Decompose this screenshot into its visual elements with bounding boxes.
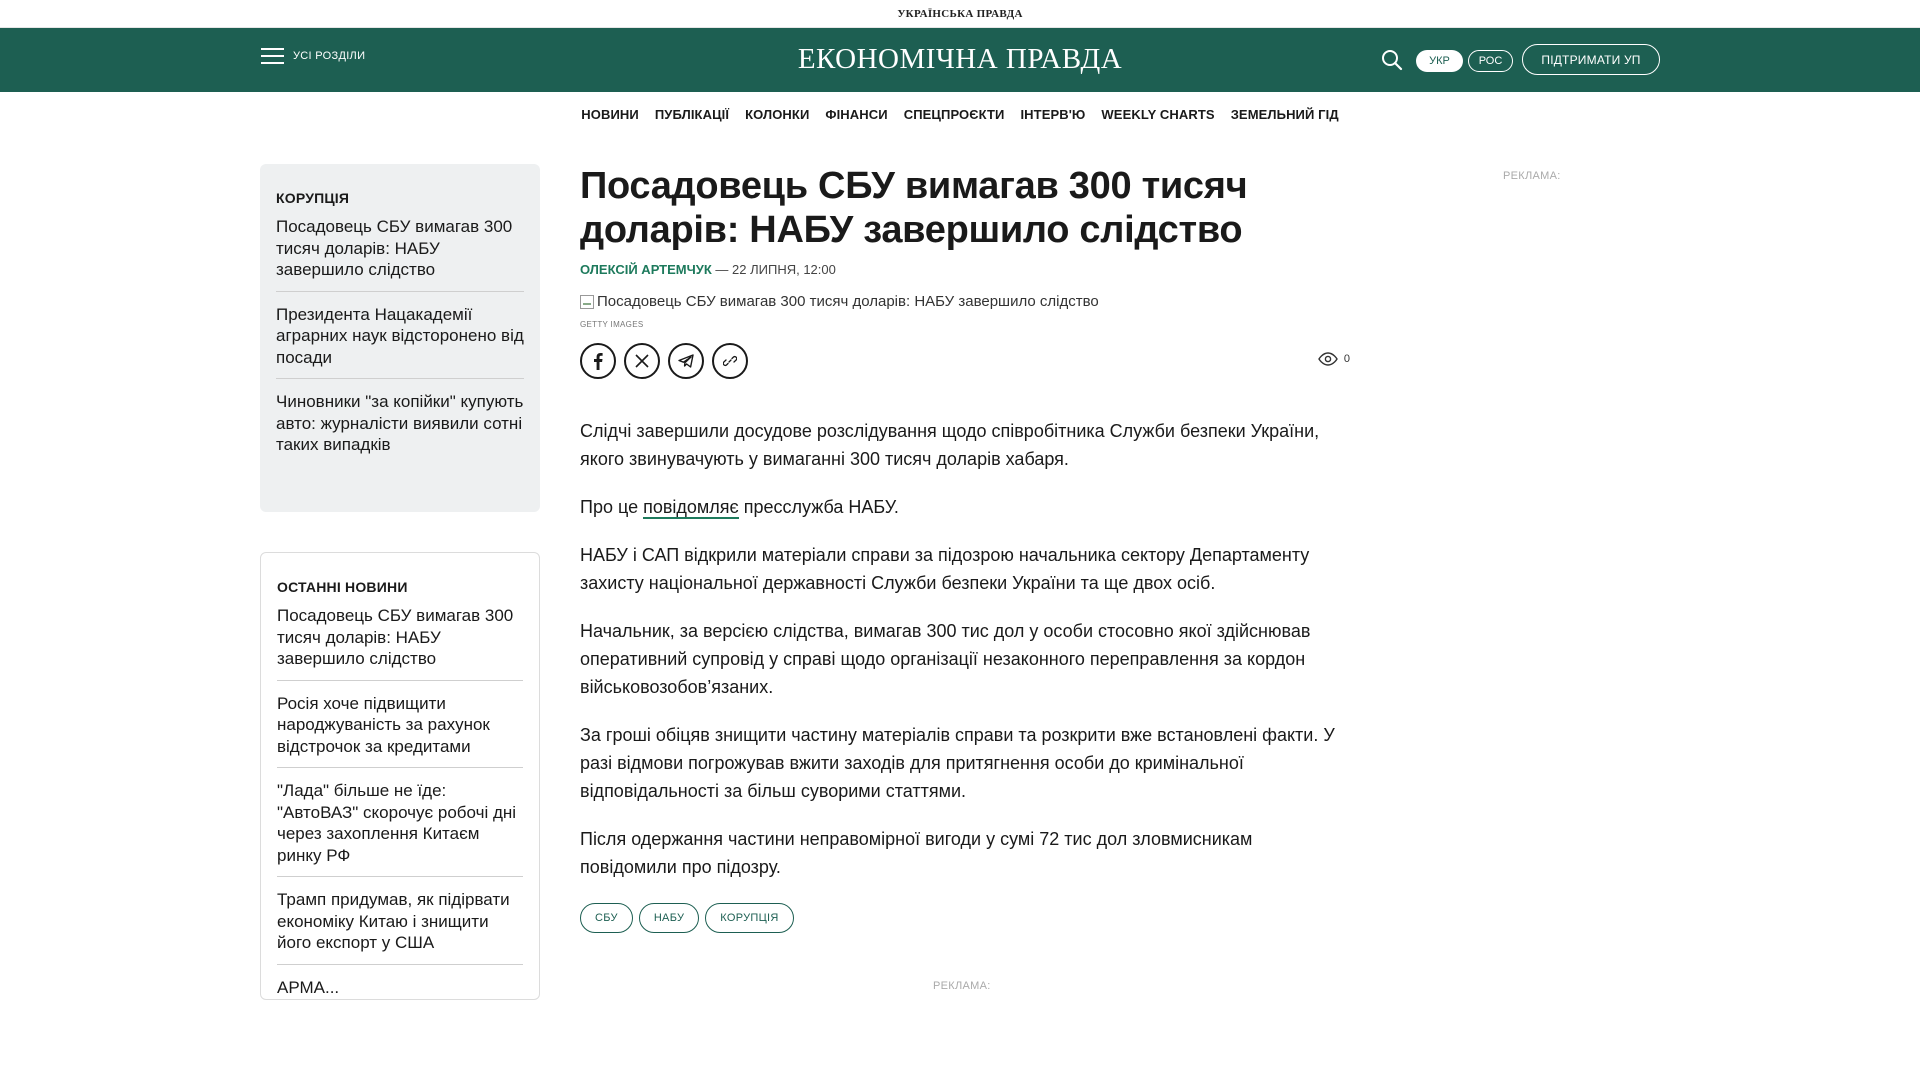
share-bar [580, 343, 1350, 379]
list-item[interactable]: Чиновники "за копійки" купують авто: журналісти виявили сотні таких випадків [276, 392, 524, 454]
broken-image-icon [580, 295, 594, 309]
article-body [580, 417, 1350, 881]
article-title: Посадовець СБУ вимагав 300 тисяч доларів: НАБУ завершило слідство [580, 165, 1248, 251]
list-item[interactable]: Посадовець СБУ вимагав 300 тисяч доларів: НАБУ завершило слідство [276, 216, 524, 292]
telegram-share-button[interactable] [668, 343, 704, 379]
corruption-box-title[interactable]: КОРУПЦІЯ [276, 190, 350, 206]
lang-ros-button[interactable]: РОС [1468, 50, 1513, 72]
ad-label-bottom: РЕКЛАМА: [933, 980, 991, 992]
nav-item-interviews[interactable]: ІНТЕРВ'Ю [1020, 106, 1086, 122]
list-item[interactable]: АРМА... [277, 977, 340, 997]
nav-item-news[interactable]: НОВИНИ [581, 106, 639, 122]
nav-item-columns[interactable]: КОЛОНКИ [745, 106, 810, 122]
paragraph: Слідчі завершили досудове розслідування щодо співробітника Служби безпеки України, якого звинувачують у вимаганні 300 тисяч доларів хабаря. [580, 421, 1320, 469]
nav-item-land-guide[interactable]: ЗЕМЕЛЬНИЙ ГІД [1230, 106, 1339, 122]
paragraph-text: Про це [580, 497, 644, 517]
paragraph-text: пресслужба НАБУ. [738, 497, 899, 517]
view-count: 0 [1343, 353, 1350, 365]
telegram-icon [678, 354, 694, 368]
image-credit: GETTY IMAGES [580, 320, 644, 329]
tag-nabu[interactable]: НАБУ [639, 903, 699, 933]
menu-label: УСІ РОЗДІЛИ [293, 50, 366, 62]
nav-item-special-projects[interactable]: СПЕЦПРОЄКТИ [903, 106, 1005, 122]
view-counter [1318, 352, 1350, 366]
list-item[interactable]: Трамп придумав, як підірвати економіку Китаю і знищити його експорт у США [277, 889, 523, 965]
nav-item-weekly-charts[interactable]: WEEKLY CHARTS [1101, 106, 1215, 122]
tag-sbu[interactable]: СБУ [580, 903, 633, 933]
article-meta [580, 262, 1350, 277]
eye-icon [1318, 352, 1338, 366]
ad-label-right: РЕКЛАМА: [1503, 170, 1561, 182]
copy-link-button[interactable] [712, 343, 748, 379]
image-alt-text: Посадовець СБУ вимагав 300 тисяч доларів: НАБУ завершило слідство [597, 293, 1099, 310]
x-icon [635, 354, 649, 368]
x-share-button[interactable] [624, 343, 660, 379]
article-date: — 22 ЛИПНЯ, 12:00 [715, 262, 836, 277]
article-image [580, 293, 1350, 310]
facebook-share-button[interactable] [580, 343, 616, 379]
paragraph [580, 493, 1350, 521]
corruption-sidebar-box [260, 164, 540, 512]
tag-corruption[interactable]: КОРУПЦІЯ [705, 903, 793, 933]
latest-news-title[interactable]: ОСТАННІ НОВИНИ [277, 579, 408, 595]
nav-item-publications[interactable]: ПУБЛІКАЦІЇ [654, 106, 730, 122]
article [580, 164, 1350, 933]
hamburger-icon [261, 48, 284, 64]
tag-list [580, 903, 1350, 933]
link-icon [723, 354, 737, 368]
search-icon[interactable] [1381, 49, 1403, 71]
support-button[interactable]: ПІДТРИМАТИ УП [1522, 44, 1660, 75]
paragraph: Після одержання частини неправомірної вигоди у сумі 72 тис дол зловмисникам повідомили про підозру. [580, 829, 1253, 877]
author-link[interactable]: ОЛЕКСІЙ АРТЕМЧУК [580, 262, 712, 277]
paragraph: За гроші обіцяв знищити частину матеріалів справи та розкрити вже встановлені факти. У разі відмови погрожував вжити заходів для притягнення особи до кримінальної відповідальності за більш суворими статтями. [580, 725, 1335, 801]
facebook-icon [590, 352, 606, 370]
list-item[interactable]: Росія хоче підвищити народжуваність за рахунок відстрочок за кредитами [277, 693, 523, 769]
main-nav [0, 92, 1920, 136]
lang-ukr-button[interactable]: УКР [1416, 50, 1463, 72]
list-item[interactable]: Президента Нацакадемії аграрних наук відсторонено від посади [276, 304, 524, 380]
list-item[interactable]: "Лада" більше не їде: "АвтоВАЗ" скорочує робочі дні через захоплення Китаєм ринку РФ [277, 780, 523, 877]
source-link[interactable]: повідомляє [643, 497, 739, 517]
paragraph: НАБУ і САП відкрили матеріали справи за підозрою начальника сектору Департаменту захисту національної державності Служби безпеки України та ще двох осіб. [580, 545, 1310, 593]
top-bar [0, 0, 1920, 28]
list-item[interactable]: Посадовець СБУ вимагав 300 тисяч доларів: НАБУ завершило слідство [277, 605, 523, 681]
paragraph: Начальник, за версією слідства, вимагав 300 тис дол у особи стосовно якої здійснював оперативний супровід у справі щодо організації незаконного переправлення за кордон військовозобов’язаних. [580, 621, 1311, 697]
all-sections-menu-button[interactable] [261, 48, 365, 64]
latest-news-box [260, 552, 540, 1000]
site-header [0, 28, 1920, 92]
nav-item-finance[interactable]: ФІНАНСИ [825, 106, 888, 122]
site-logo[interactable]: ЕКОНОМІЧНА ПРАВДА [797, 43, 1123, 75]
up-brand-logo[interactable]: УКРАЇНСЬКА ПРАВДА [897, 7, 1023, 20]
